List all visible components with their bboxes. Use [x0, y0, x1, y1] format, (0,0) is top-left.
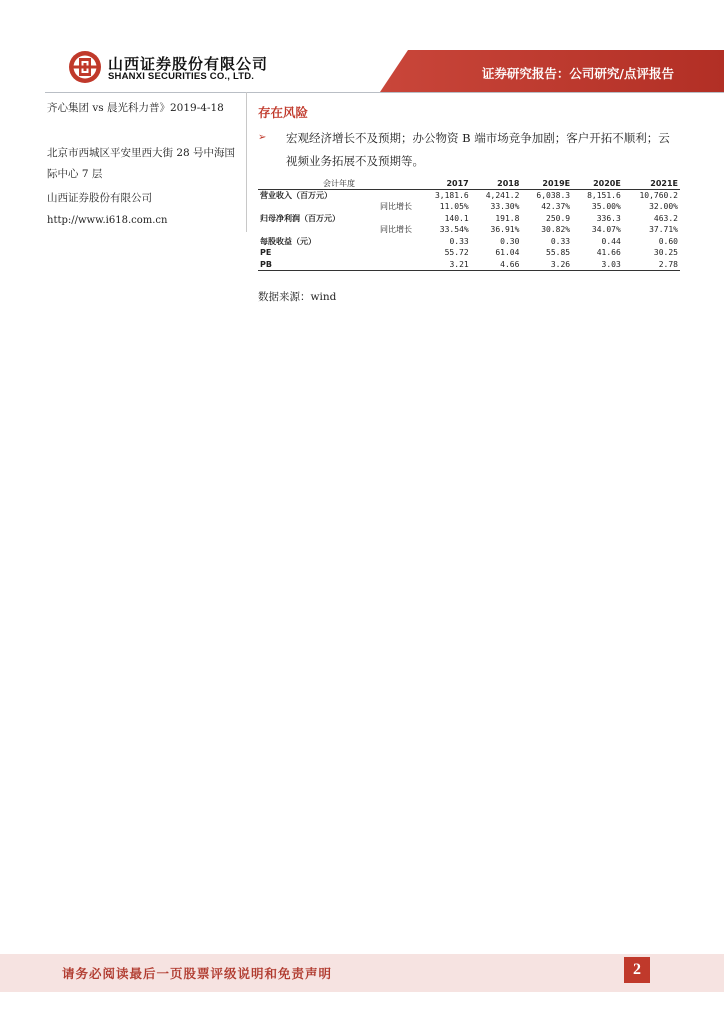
- table-row: [258, 213, 680, 225]
- table-cell: 37.71%: [649, 225, 678, 235]
- table-cell: 36.91%: [490, 225, 520, 235]
- table-cell: 4.66: [500, 259, 520, 269]
- year-header: 2019E: [542, 179, 571, 188]
- row-label: [258, 201, 370, 213]
- table-cell: 0.33: [550, 236, 571, 246]
- table-cell: 42.37%: [541, 202, 571, 212]
- table-cell: 30.82%: [541, 225, 571, 235]
- left-sidebar: [47, 100, 242, 226]
- row-label: 营业收入（百万元）: [260, 191, 332, 200]
- data-source-note: 数据来源：wind: [258, 291, 337, 303]
- table-cell: 8,151.6: [587, 191, 621, 200]
- row-sublabel: [370, 213, 420, 225]
- row-label: PE: [260, 248, 272, 258]
- table-cell: 11.05%: [439, 202, 469, 212]
- firm-name: 山西证券股份有限公司: [47, 192, 152, 204]
- table-cell: 32.00%: [649, 202, 678, 212]
- table-cell: 2.78: [658, 259, 678, 269]
- table-cell: 55.85: [546, 248, 571, 258]
- table-cell: 0.30: [500, 236, 520, 246]
- risk-description: 宏观经济增长不及预期；办公物资 B 端市场竞争加剧；客户开拓不顺利；云视频业务拓展不及预期等。: [286, 131, 670, 168]
- table-cell: 35.00%: [591, 202, 621, 212]
- table-cell: 30.25: [653, 248, 678, 258]
- row-sublabel: [370, 247, 420, 259]
- report-type: 证券研究报告：公司研究/点评报告: [481, 66, 674, 81]
- table-row: [258, 236, 680, 248]
- table-header-row: [258, 178, 680, 190]
- table-cell: 41.66: [596, 248, 621, 258]
- year-header: 2021E: [650, 179, 678, 188]
- year-header: 2017: [446, 179, 469, 188]
- firm-website-link[interactable]: http://www.i618.com.cn: [47, 215, 168, 226]
- header-divider: [45, 92, 724, 93]
- table-cell: 4,241.2: [485, 191, 520, 200]
- table-cell: 250.9: [546, 213, 571, 223]
- table-row: [258, 201, 680, 213]
- table-row: [258, 259, 680, 271]
- table-row: [258, 224, 680, 236]
- firm-address: 北京市西城区平安里西大街 28 号中海国际中心 7 层: [47, 147, 236, 180]
- row-label: [258, 224, 370, 236]
- row-sublabel: 同比增长: [380, 202, 412, 212]
- table-cell: 140.1: [444, 213, 469, 223]
- table-row: [258, 247, 680, 259]
- table-cell: 336.3: [596, 213, 621, 223]
- table-cell: 3.21: [449, 259, 469, 269]
- table-cell: 10,760.2: [639, 191, 678, 200]
- year-header: 2018: [497, 179, 520, 188]
- table-cell: 0.44: [601, 236, 621, 246]
- table-cell: 33.54%: [439, 225, 469, 235]
- risk-section-title: 存在风险: [258, 105, 309, 120]
- table-header-label: 会计年度: [323, 179, 355, 188]
- row-label: 归母净利润（百万元）: [260, 213, 340, 223]
- footer-disclaimer: 请务必阅读最后一页股票评级说明和免责声明: [62, 966, 333, 981]
- column-divider: [246, 92, 247, 232]
- table-cell: 463.2: [653, 213, 678, 223]
- row-label: PB: [260, 259, 272, 269]
- table-cell: 61.04: [495, 248, 520, 258]
- row-label: 每股收益（元）: [260, 236, 316, 246]
- financial-forecast-table: [258, 178, 680, 271]
- table-cell: 34.07%: [591, 225, 621, 235]
- table-cell: 6,038.3: [536, 191, 571, 200]
- shanxi-securities-logo-icon: [68, 50, 102, 84]
- table-cell: 3.26: [550, 259, 571, 269]
- table-cell: 0.60: [658, 236, 678, 246]
- row-sublabel: [370, 259, 420, 271]
- row-sublabel: [370, 190, 420, 202]
- table-cell: 3.03: [601, 259, 621, 269]
- arrow-bullet-icon: ➢: [258, 132, 267, 143]
- table-cell: 55.72: [444, 248, 469, 258]
- table-cell: 3,181.6: [434, 191, 469, 200]
- row-sublabel: 同比增长: [380, 225, 412, 235]
- year-header: 2020E: [593, 179, 621, 188]
- table-cell: 191.8: [495, 213, 520, 223]
- company-name-en: SHANXI SECURITIES CO., LTD.: [108, 71, 255, 82]
- table-cell: 33.30%: [490, 202, 520, 212]
- row-sublabel: [370, 236, 420, 248]
- page-number: 2: [624, 957, 650, 983]
- table-cell: 0.33: [449, 236, 469, 246]
- table-row: [258, 190, 680, 202]
- company-name-cn: 山西证券股份有限公司: [108, 55, 269, 73]
- related-report-ref: 齐心集团 vs 晨光科力普》2019-4-18: [47, 102, 224, 114]
